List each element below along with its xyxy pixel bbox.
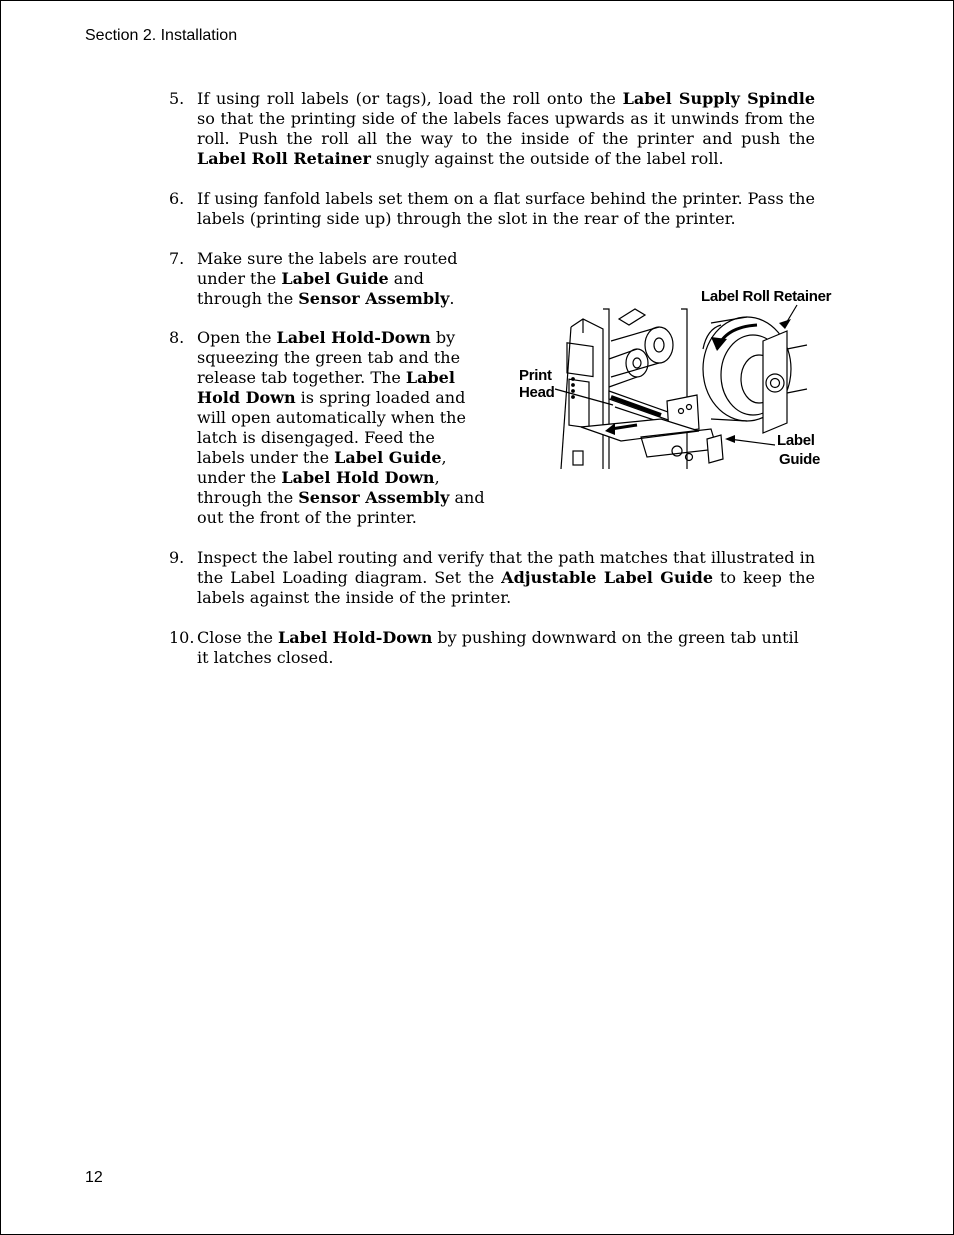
bold-term: Label Guide <box>334 448 442 467</box>
step-text <box>197 249 463 309</box>
text-run: and through the <box>197 269 424 308</box>
label-roll-retainer-callout: Label Roll Retainer <box>701 288 832 305</box>
text-run: snugly against the outside of the label roll. <box>370 149 724 168</box>
step-text <box>197 548 815 608</box>
text-run: , under the <box>197 448 447 487</box>
text-run: is spring loaded and will open automatically when the latch is disengaged. Feed the labels under the <box>197 388 466 467</box>
step-6 <box>169 189 815 229</box>
step-text <box>197 328 487 528</box>
step-9 <box>169 548 815 608</box>
step-text <box>197 189 815 229</box>
text-run: Inspect the label routing and verify that the path matches that illustrated in the Label Loading diagram. Set the <box>197 548 815 587</box>
step-number: 9. <box>169 548 185 567</box>
text-run: so that the printing side of the labels faces upwards as it unwinds from the roll. Push the roll all the way to the inside of the printer and push the <box>197 109 815 148</box>
text-run: and out the front of the printer. <box>197 488 485 527</box>
ribbon-supply-spindle <box>645 327 673 363</box>
label-loading-illustration <box>511 279 841 473</box>
ribbon-takeup-spindle <box>626 349 648 377</box>
power-switch-icon <box>573 451 583 465</box>
step-8 <box>169 328 487 528</box>
text-run: by pushing downward on the green tab until it latches closed. <box>197 628 799 667</box>
step-7 <box>169 249 463 309</box>
printer-housing <box>571 319 603 469</box>
text-run: Close the <box>197 628 279 647</box>
step-text <box>197 628 815 668</box>
bold-term: Label Roll Retainer <box>197 149 371 168</box>
step-5 <box>169 89 815 169</box>
step-number: 5. <box>169 89 185 108</box>
text-run: If using roll labels (or tags), load the roll onto the <box>197 89 623 108</box>
label-guide <box>707 435 723 463</box>
section-header: Section 2. Installation <box>85 27 238 44</box>
callout-line-print-head <box>555 389 613 405</box>
text-run: by squeezing the green tab and the release tab together. The <box>197 328 461 387</box>
print-head-callout-line1: Print <box>519 367 552 384</box>
label-guide-callout-line1: Label <box>777 432 815 449</box>
step-number: 7. <box>169 249 185 268</box>
bold-term: Adjustable Label Guide <box>501 568 714 587</box>
step-number: 10. <box>169 628 195 647</box>
step-number: 6. <box>169 189 185 208</box>
step-number: 8. <box>169 328 185 347</box>
bold-term: Label Supply Spindle <box>622 89 815 108</box>
text-run: . <box>449 289 455 308</box>
bold-term: Label Hold Down <box>281 468 435 487</box>
control-display <box>567 343 593 377</box>
page-number: 12 <box>85 1169 103 1186</box>
callout-line-label-guide <box>729 439 775 445</box>
bold-term: Label Hold-Down <box>278 628 433 647</box>
bold-term: Sensor Assembly <box>298 488 450 507</box>
bold-term: Sensor Assembly <box>298 289 450 308</box>
text-run: to keep the labels against the inside of the printer. <box>197 568 816 607</box>
text-run: Make sure the labels are routed under the <box>197 249 458 288</box>
text-run: , through the <box>197 468 440 507</box>
step-text <box>197 89 815 169</box>
text-run: If using fanfold labels set them on a flat surface behind the printer. Pass the labels (printing side up) through the slot in the rear of the printer. <box>197 189 815 228</box>
bold-term: Label Hold-Down <box>276 328 431 347</box>
label-guide-callout-line2: Guide <box>779 451 821 468</box>
text-run: Open the <box>197 328 277 347</box>
bold-term: Label Hold Down <box>197 368 455 407</box>
print-head-callout-line2: Head <box>519 384 555 401</box>
bold-term: Label Guide <box>281 269 389 288</box>
step-10 <box>169 628 815 668</box>
